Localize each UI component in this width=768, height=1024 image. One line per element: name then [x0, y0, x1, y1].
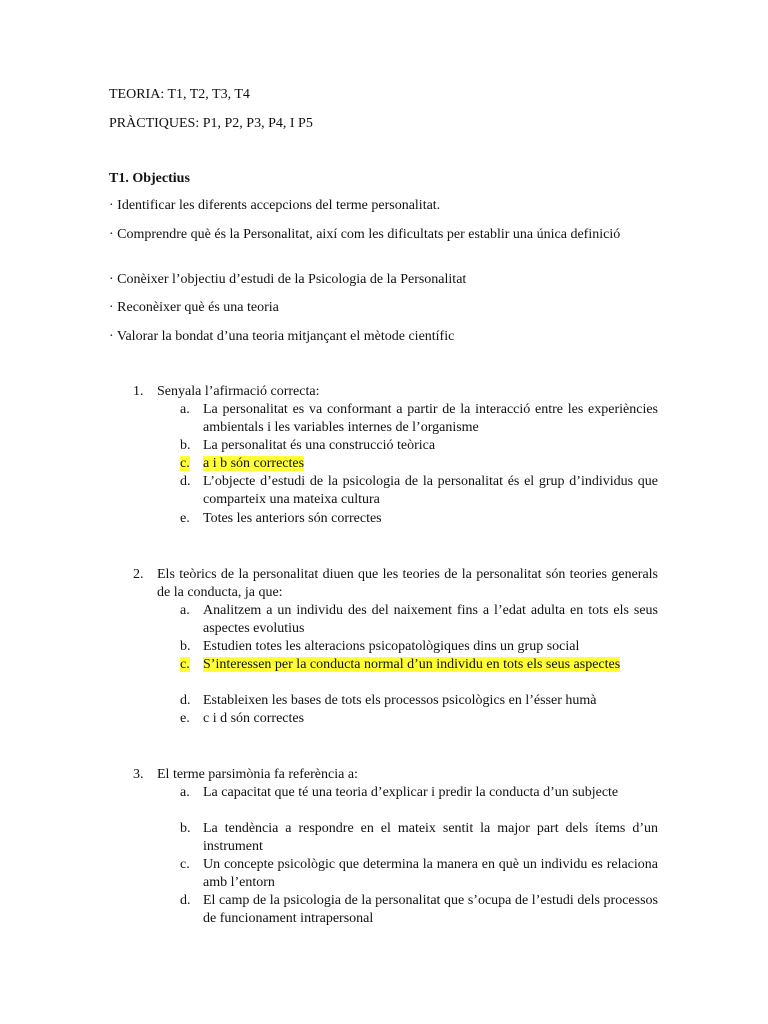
option-text: La capacitat que té una teoria d’explicar i predir la conducta d’un subjecte: [203, 785, 619, 800]
option-text: Totes les anteriors són correctes: [203, 511, 382, 526]
option-text: El camp de la psicologia de la personalitat que s’ocupa de l’estudi dels processos de funcionament intrapersonal: [203, 893, 658, 926]
option-text: [203, 455, 658, 473]
option-text: Un concepte psicològic que determina la manera en què un individu es relaciona amb l’entorn: [203, 857, 658, 890]
option-letter: b.: [180, 639, 191, 654]
question-text: El terme parsimònia fa referència a:: [157, 767, 358, 782]
question-number: 3.: [133, 767, 144, 782]
question-number: 1.: [133, 384, 144, 399]
option-letter: a.: [180, 785, 190, 800]
option-letter: d.: [180, 474, 191, 489]
question-number: 2.: [133, 567, 144, 582]
section-title: T1. Objectius: [109, 171, 190, 186]
question-text: Senyala l’afirmació correcta:: [157, 384, 320, 399]
option-letter: e.: [180, 711, 190, 726]
objective-item: · Valorar la bondat d’una teoria mitjançant el mètode científic: [109, 329, 455, 344]
correct-answer-highlight: c.: [180, 456, 190, 471]
objective-item: · Comprendre què és la Personalitat, així com les dificultats per establir una única definició: [109, 227, 621, 242]
option-text: Estudien totes les alteracions psicopatològiques dins un grup social: [203, 639, 580, 654]
teoria-line: TEORIA: T1, T2, T3, T4: [109, 87, 250, 102]
option-text: Estableixen les bases de tots els processos psicològics en l’ésser humà: [203, 693, 597, 708]
option-text: [203, 656, 658, 674]
option-letter: b.: [180, 438, 191, 453]
objective-item: · Identificar les diferents accepcions del terme personalitat.: [109, 198, 441, 213]
option-letter: b.: [180, 821, 191, 836]
option-text: La personalitat es va conformant a partir de la interacció entre les experiències ambientals i les variables internes de l’organisme: [203, 402, 658, 435]
option-letter: d.: [180, 693, 191, 708]
objective-item: · Conèixer l’objectiu d’estudi de la Psicologia de la Personalitat: [109, 272, 467, 287]
option-letter: [180, 455, 190, 473]
option-letter: a.: [180, 603, 190, 618]
option-letter: e.: [180, 511, 190, 526]
option-letter: a.: [180, 402, 190, 417]
option-text: L’objecte d’estudi de la psicologia de la personalitat és el grup d’individus que comparteix una mateixa cultura: [203, 474, 658, 507]
practiques-line: PRÀCTIQUES: P1, P2, P3, P4, I P5: [109, 116, 313, 131]
option-text: La tendència a respondre en el mateix sentit la major part dels ítems d’un instrument: [203, 821, 658, 854]
option-text: c i d són correctes: [203, 711, 305, 726]
option-letter: d.: [180, 893, 191, 908]
option-text: La personalitat és una construcció teòrica: [203, 438, 436, 453]
correct-answer-highlight: c.: [180, 657, 190, 672]
question-text: Els teòrics de la personalitat diuen que les teories de la personalitat són teories generals de la conducta, ja que:: [157, 567, 658, 600]
option-text: Analitzem a un individu des del naixement fins a l’edat adulta en tots els seus aspectes evolutius: [203, 603, 658, 636]
objective-item: · Reconèixer què és una teoria: [109, 300, 279, 315]
correct-answer-highlight: S’interessen per la conducta normal d’un individu en tots els seus aspectes: [203, 657, 621, 672]
correct-answer-highlight: a i b són correctes: [203, 456, 305, 471]
option-letter: [180, 656, 190, 674]
option-letter: c.: [180, 857, 190, 872]
